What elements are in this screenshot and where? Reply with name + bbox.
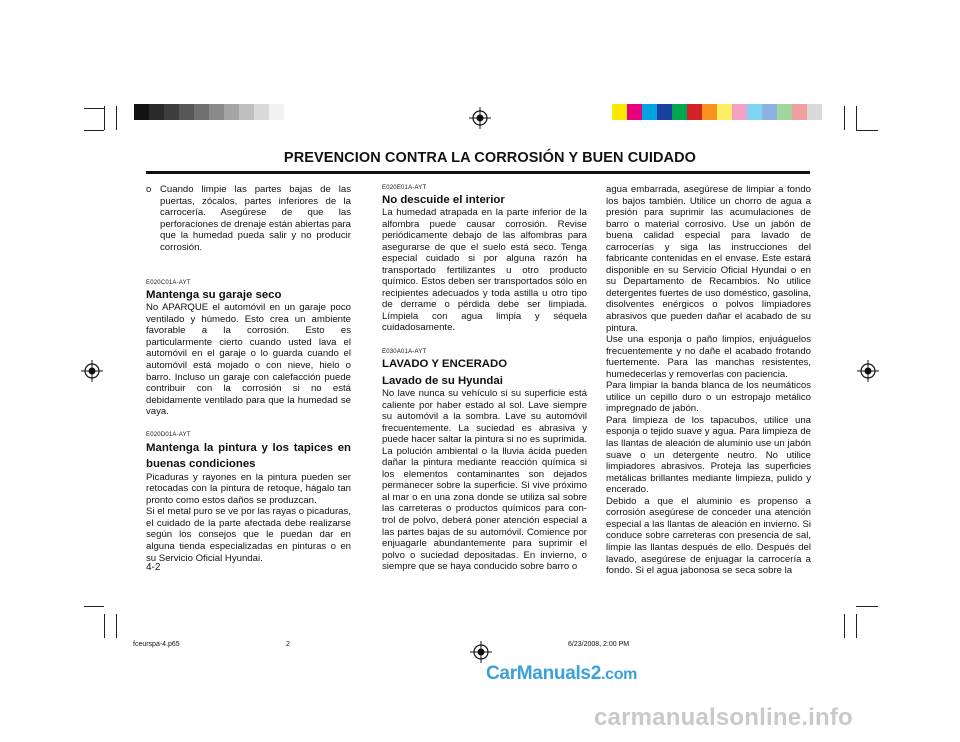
registration-target-icon — [81, 360, 103, 382]
gray-calibration-strip — [134, 104, 284, 120]
color-swatch — [642, 104, 657, 120]
section-heading: Mantenga la pintura y los tapices en buenas condiciones — [146, 441, 351, 470]
section-body: Picaduras y rayones en la pintura pueden ser retocadas con la pintura de retoque, hágalo tan pronto como estos daños se produzcan. — [146, 471, 351, 506]
color-swatch — [717, 104, 732, 120]
footer-filename: fceurspa-4.p65 — [133, 641, 180, 648]
bullet-item — [146, 184, 351, 253]
color-swatch — [194, 104, 209, 120]
color-swatch — [627, 104, 642, 120]
paragraph: Para limpiar la banda blanca de los neumáticos utilice un cepillo duro o un estropajo metálico impregnado de jabón. — [606, 380, 811, 415]
section-code: E020C01A-AYT — [146, 280, 191, 287]
color-swatch — [164, 104, 179, 120]
title-rule — [146, 171, 810, 174]
color-swatch — [702, 104, 717, 120]
crop-mark — [856, 106, 857, 130]
registration-target-icon — [470, 641, 492, 663]
crop-mark — [844, 106, 845, 130]
color-swatch — [687, 104, 702, 120]
color-swatch — [672, 104, 687, 120]
color-swatch — [224, 104, 239, 120]
color-swatch — [762, 104, 777, 120]
section-heading: Mantenga su garaje seco — [146, 289, 282, 302]
section-body: No lave nunca su vehículo si su superficie está caliente por haber estado al sol. Lave siempre su automóvil a la sombra. Lave su automóvil frecuentemente. La suciedad es abrasiva y puede hacer saltar la pintura si no es suprimida. La polución ambiental o la lluvia ácida pueden dañar la pintura mediante reacción química si los elementos contaminantes son dejados permanecer sobre la superficie. Si vive próximo al mar o en una zona donde se utiliza sal sobre las carreteras o productos químicos para con-trol de polvo, deberá poner atención especial a las partes bajas de su automóvil. Comience por enjuagarle abundantemente para suprimir el polvo o suciedad depositadas. En invierno, o siempre que se haya conducido sobre barro o — [382, 388, 587, 573]
color-swatch — [612, 104, 627, 120]
color-calibration-strip — [612, 104, 822, 120]
crop-mark — [116, 614, 117, 638]
carmanuals2-watermark[interactable] — [486, 663, 637, 685]
watermark-tld: .com — [600, 666, 638, 683]
registration-target-icon — [857, 360, 879, 382]
color-swatch — [777, 104, 792, 120]
color-swatch — [792, 104, 807, 120]
color-swatch — [149, 104, 164, 120]
color-swatch — [657, 104, 672, 120]
color-swatch — [269, 104, 284, 120]
crop-mark — [116, 106, 117, 130]
watermark-main: CarManuals2 — [486, 663, 601, 684]
section-body: Si el metal puro se ve por las rayas o picaduras, el cuidado de la parte afectada debe realizarse según los consejos que le puedan dar en alguna tienda especializadas en pinturas o en su Servicio Oficial Hyundai. — [146, 506, 351, 564]
section-heading: No descuide el interior — [382, 194, 505, 206]
crop-mark — [844, 614, 845, 638]
section-body: La humedad atrapada en la parte inferior de la alfombra puede causar corrosión. Revise periódicamente debajo de las alfombras para asegurarse de que el suelo está seco. Tenga especial cuidado si por alguna razón ha transportado fertilizantes u otro producto químico. Estos deben ser transportados sólo en recipientes adecuados y toda astilla u otro tipo de derrame o pérdida debe ser limpiada. Límpiela con agua limpia y séquela cuidadosamente. — [382, 207, 587, 334]
crop-mark — [104, 614, 105, 638]
paragraph: Debido a que el aluminio es propenso a corrosión asegúrese de conceder una atención especial a las llantas de aleación en invierno. Si conduce sobre carreteras con presencia de sal, limpie las llantas después de ello. Después del lavado, asegúrese de enjuagar la carrocería a fondo. Si el agua jabonosa se seca sobre la — [606, 495, 811, 577]
section-code: E020E01A-AYT — [382, 185, 427, 191]
color-swatch — [179, 104, 194, 120]
crop-mark — [856, 606, 878, 607]
color-swatch — [209, 104, 224, 120]
section-body: No APARQUE el automóvil en un garaje poco ventilado y húmedo. Esto crea un ambiente favorable a la corrosión. Esto es particularmente cierto cuando usted lava el automóvil en el garaje o lo guarda cuando el automóvil está mojado o con nieve, hielo o barro. Incluso un garaje con calefacción puede contribuir con la corrosión si no está debidamente ventilado para que la humedad se vaya. — [146, 302, 351, 418]
carmanualsonline-watermark[interactable]: carmanualsonline.info — [594, 704, 853, 731]
bullet-text: Cuando limpie las partes bajas de las puertas, zócalos, partes inferiores de la carrocería. Asegúrese de que las perforaciones de drenaje están abiertas para que la humedad pueda salir y no producir corrosión. — [160, 184, 351, 253]
crop-mark — [84, 606, 104, 607]
column-3 — [606, 184, 811, 577]
crop-mark — [84, 130, 104, 131]
footer-page: 2 — [286, 641, 290, 648]
section-code: E020D01A-AYT — [146, 431, 191, 438]
section-heading: LAVADO Y ENCERADO — [382, 358, 508, 371]
color-swatch — [747, 104, 762, 120]
column-2 — [382, 184, 587, 573]
page-title: PREVENCION CONTRA LA CORROSIÓN Y BUEN CUIDADO — [283, 150, 697, 166]
crop-mark — [104, 106, 105, 130]
section-subheading: Lavado de su Hyundai — [382, 375, 503, 388]
color-swatch — [254, 104, 269, 120]
column-1 — [146, 184, 351, 564]
bullet-mark: o — [146, 184, 152, 195]
color-swatch — [732, 104, 747, 120]
section-code: E030A01A-AYT — [382, 349, 427, 356]
paragraph: agua embarrada, asegúrese de limpiar a fondo los bajos también. Utilice un chorro de agua a presión para suprimir las acumulaciones de barro o material corrosivo. Use un jabón de buena calidad especial para lavado de carrocerías y siga las instrucciones del fabricante contenidas en el envase. Este estará disponible en su Servicio Oficial Hyundai o en su Departamento de Recambios. No utilice detergentes fuertes de uso doméstico, gasolina, disolventes enérgicos o polvos limpiadores abrasivos que pueden dañar el acabado de su pintura. — [606, 184, 811, 334]
crop-mark — [84, 108, 104, 109]
crop-mark — [856, 614, 857, 638]
page-number: 4-2 — [146, 562, 161, 573]
registration-target-icon — [469, 107, 491, 129]
color-swatch — [134, 104, 149, 120]
color-swatch — [239, 104, 254, 120]
paragraph: Use una esponja o paño limpios, enjuáguelos frecuentemente y no dañe el acabado frotando fuertemente. Para las manchas resistentes, humedecerlas y removerlas con paciencia. — [606, 334, 811, 380]
crop-mark — [856, 130, 878, 131]
color-swatch — [807, 104, 822, 120]
footer-timestamp: 6/23/2008, 2:00 PM — [568, 641, 630, 648]
paragraph: Para limpieza de los tapacubos, utilice una esponja o tejido suave y agua. Para limpieza de las llantas de aleación de aluminio use un jabón suave o un detergente neutro. No utilice limpiadores abrasivos. Proteja las superficies metálicas brillantes mediante limpieza, pulido y encerado. — [606, 414, 811, 496]
